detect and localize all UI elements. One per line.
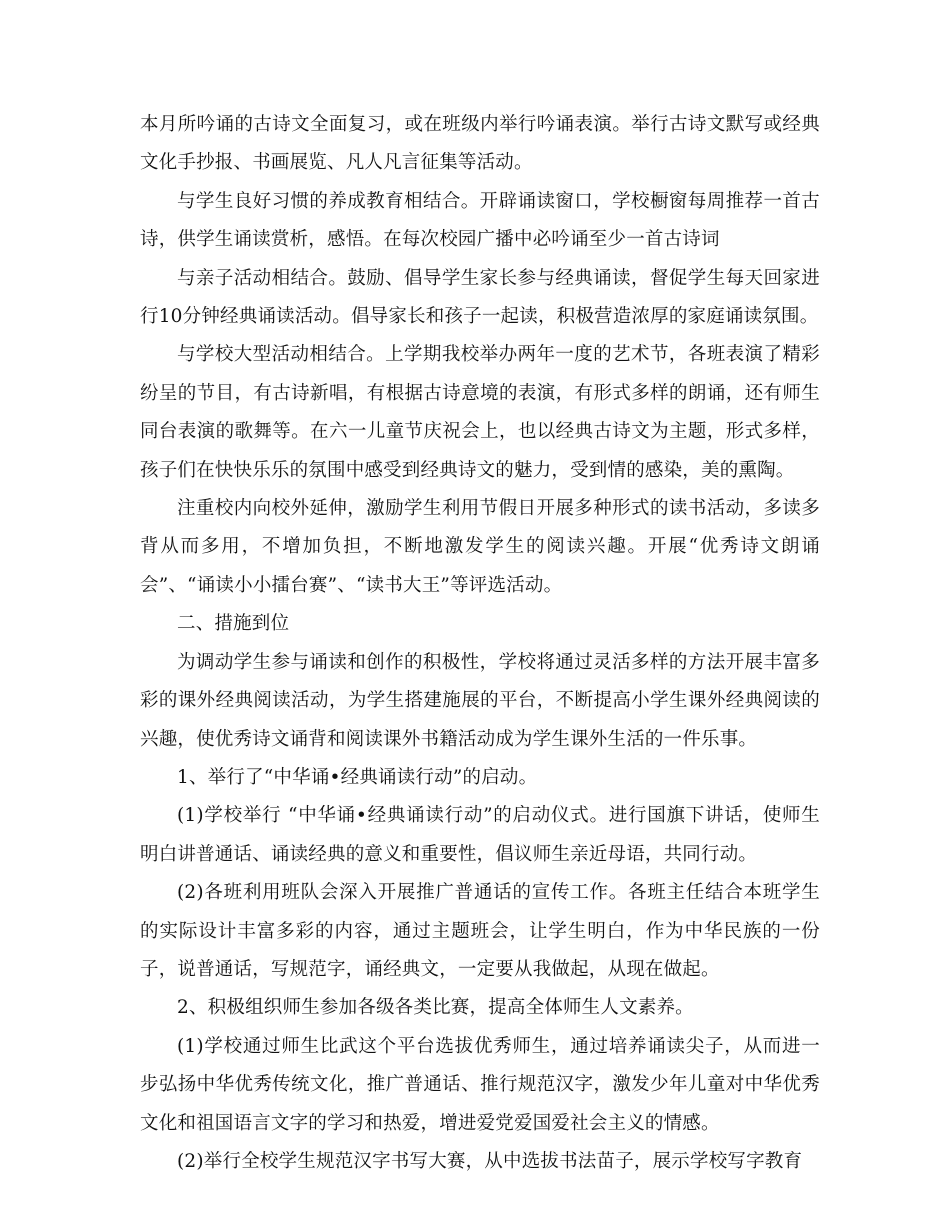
paragraph-13: (2)举行全校学生规范汉字书写大赛，从中选拔书法苗子，展示学校写字教育 bbox=[177, 1150, 803, 1172]
paragraph-1: 本月所吟诵的古诗文全面复习，或在班级内举行吟诵表演。举行古诗文默写或经典文化手抄报、书画展览、凡人凡言征集等活动。 bbox=[140, 114, 820, 174]
paragraph-4: 与学校大型活动相结合。上学期我校举办两年一度的艺术节，各班表演了精彩纷呈的节目，有古诗新唱，有根据古诗意境的表演，有形式多样的朗诵，还有师生同台表演的歌舞等。在六一儿童节庆祝会上，也以经典古诗文为主题，形式多样，孩子们在快快乐乐的氛围中感受到经典诗文的魅力，受到情的感染，美的熏陶。 bbox=[140, 344, 820, 481]
paragraph-10: (2)各班利用班队会深入开展推广普通话的宣传工作。各班主任结合本班学生的实际设计丰富多彩的内容，通过主题班会，让学生明白，作为中华民族的一份子，说普通话，写规范字，诵经典文，一定要从我做起，从现在做起。 bbox=[140, 882, 820, 980]
paragraph-2: 与学生良好习惯的养成教育相结合。开辟诵读窗口，学校橱窗每周推荐一首古诗，供学生诵读赏析，感悟。在每次校园广播中必吟诵至少一首古诗词 bbox=[140, 190, 820, 251]
section-heading: 二、措施到位 bbox=[177, 613, 290, 635]
document-body bbox=[140, 106, 820, 1181]
paragraph-9: (1)学校举行 “中华诵•经典诵读行动”的启动仪式。进行国旗下讲话，使师生明白讲普通话、诵读经典的意义和重要性，倡议师生亲近母语，共同行动。 bbox=[140, 805, 820, 865]
subheading-1: 1、举行了“中华诵•经典诵读行动”的启动。 bbox=[177, 766, 538, 788]
paragraph-12: (1)学校通过师生比武这个平台选拔优秀师生，通过培养诵读尖子，从而进一步弘扬中华优秀传统文化，推广普通话、推行规范汉字，激发少年儿童对中华优秀文化和祖国语言文字的学习和热爱，增进爱党爱国爱社会主义的情感。 bbox=[140, 1035, 820, 1134]
paragraph-5: 注重校内向校外延伸，激励学生利用节假日开展多种形式的读书活动，多读多背从而多用，不增加负担，不断地激发学生的阅读兴趣。开展“优秀诗文朗诵会”、“诵读小小擂台赛”、“读书大王”等评选活动。 bbox=[140, 498, 820, 596]
subheading-2: 2、积极组织师生参加各级各类比赛，提高全体师生人文素养。 bbox=[177, 997, 694, 1019]
paragraph-7: 为调动学生参与诵读和创作的积极性，学校将通过灵活多样的方法开展丰富多彩的课外经典阅读活动，为学生搭建施展的平台，不断提高小学生课外经典阅读的兴趣，使优秀诗文诵背和阅读课外书籍活动成为学生课外生活的一件乐事。 bbox=[140, 651, 820, 750]
paragraph-3: 与亲子活动相结合。鼓励、倡导学生家长参与经典诵读，督促学生每天回家进行10分钟经典诵读活动。倡导家长和孩子一起读，积极营造浓厚的家庭诵读氛围。 bbox=[140, 267, 820, 328]
